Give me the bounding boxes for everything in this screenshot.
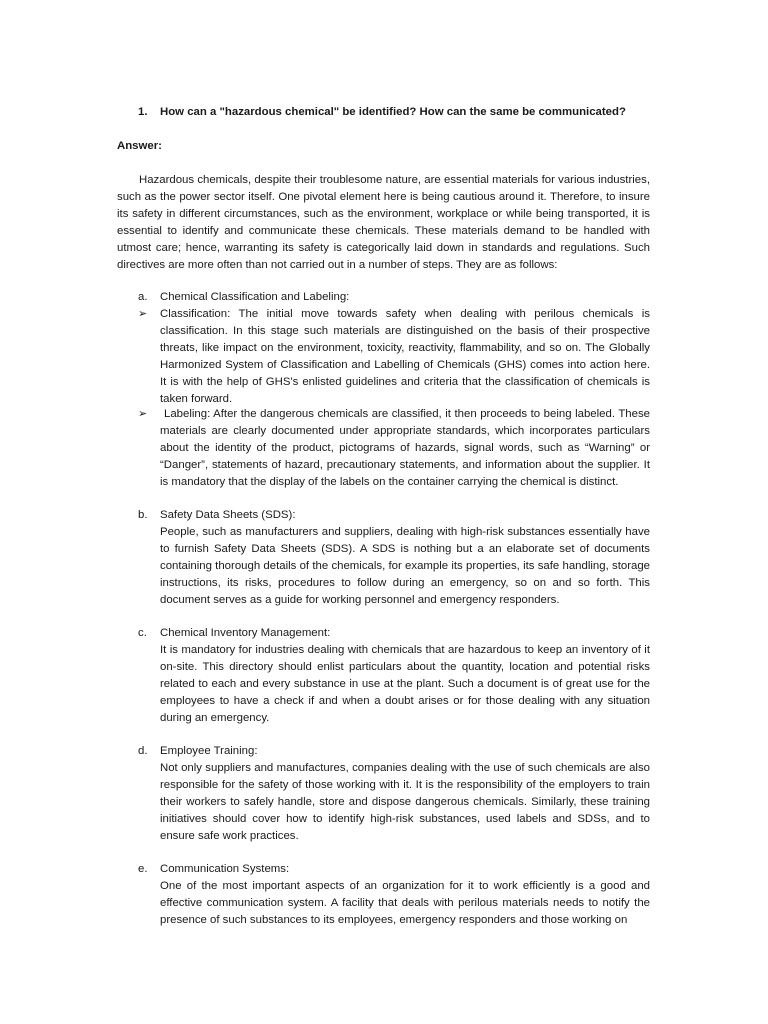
section-b-heading: [138, 507, 295, 524]
section-letter: a.: [138, 291, 148, 303]
section-letter: e.: [138, 863, 148, 875]
section-title: Safety Data Sheets (SDS):: [160, 509, 296, 521]
classification-paragraph: Classification: The initial move towards safety when dealing with perilous chemicals is classification. In this stage such materials are distinguished on the basis of their prospective threats, like impact on the environment, toxicity, reactivity, flammability, and so on. The Globally Harmonized System of Classification and Labelling of Chemicals (GHS) comes into action here. It is with the help of GHS's enlisted guidelines and criteria that the classification of chemicals is taken forward.: [160, 308, 650, 405]
labeling-paragraph: Labeling: After the dangerous chemicals are classified, it then proceeds to being labeled. These materials are clearly documented under appropriate standards, which incorporates particulars about the identity of the product, pictograms of hazards, signal words, such as “Warning” or “Danger”, statements of hazard, precautionary statements, and information about the supplier. It is mandatory that the display of the labels on the container carrying the chemical is distinct.: [160, 408, 650, 488]
arrow-bullet-icon: ➢: [138, 308, 148, 320]
question-number: 1.: [138, 106, 148, 118]
section-letter: b.: [138, 509, 148, 521]
section-title: Employee Training:: [160, 745, 258, 757]
training-paragraph: Not only suppliers and manufactures, companies dealing with the use of such chemicals are also responsible for the safety of those working with it. It is the responsibility of the employers to train their workers to safely handle, store and dispose dangerous chemicals. Similarly, these training initiatives should cover how to identify high-risk substances, used labels and SDSs, and to ensure safe work practices.: [160, 762, 650, 842]
section-title: Chemical Classification and Labeling:: [160, 291, 350, 303]
intro-paragraph: Hazardous chemicals, despite their troublesome nature, are essential materials for various industries, such as the power sector itself. One pivotal element here is being cautious around it. Therefore, to insure its safety in different circumstances, such as the environment, workplace or while being transported, it is essential to identify and communicate these chemicals. These materials demand to be handled with utmost care; hence, warranting its safety is categorically laid down in standards and regulations. Such directives are more often than not carried out in a number of steps. They are as follows:: [117, 174, 650, 271]
communication-paragraph: One of the most important aspects of an organization for it to work efficiently is a good and effective communication system. A facility that deals with perilous materials needs to notify the presence of such substances to its employees, emergency responders and those working on: [160, 880, 650, 926]
answer-label: Answer:: [117, 140, 162, 152]
question-text: How can a "hazardous chemical" be identified? How can the same be communicated?: [160, 106, 626, 118]
section-letter: c.: [138, 627, 147, 639]
section-d-heading: [138, 743, 258, 760]
section-title: Communication Systems:: [160, 863, 290, 875]
question-heading: [138, 104, 626, 121]
arrow-bullet-icon: ➢: [138, 408, 148, 420]
section-title: Chemical Inventory Management:: [160, 627, 331, 639]
section-letter: d.: [138, 745, 148, 757]
inventory-paragraph: It is mandatory for industries dealing with chemicals that are hazardous to keep an inventory of it on-site. This directory should enlist particulars about the quantity, location and potential risks related to each and every substance in use at the plant. Such a document is of great use for the employees to have a check if and when a doubt arises or for those dealing with any situation during an emergency.: [160, 644, 650, 724]
sds-paragraph: People, such as manufacturers and suppliers, dealing with high-risk substances essentially have to furnish Safety Data Sheets (SDS). A SDS is nothing but a an elaborate set of documents containing thorough details of the chemicals, for example its properties, its safe handling, storage instructions, its risks, procedures to follow during an emergency, so on and so forth. This document serves as a guide for working personnel and emergency responders.: [160, 526, 650, 606]
section-a-heading: [138, 289, 349, 306]
section-e-heading: [138, 861, 289, 878]
section-c-heading: [138, 625, 330, 642]
